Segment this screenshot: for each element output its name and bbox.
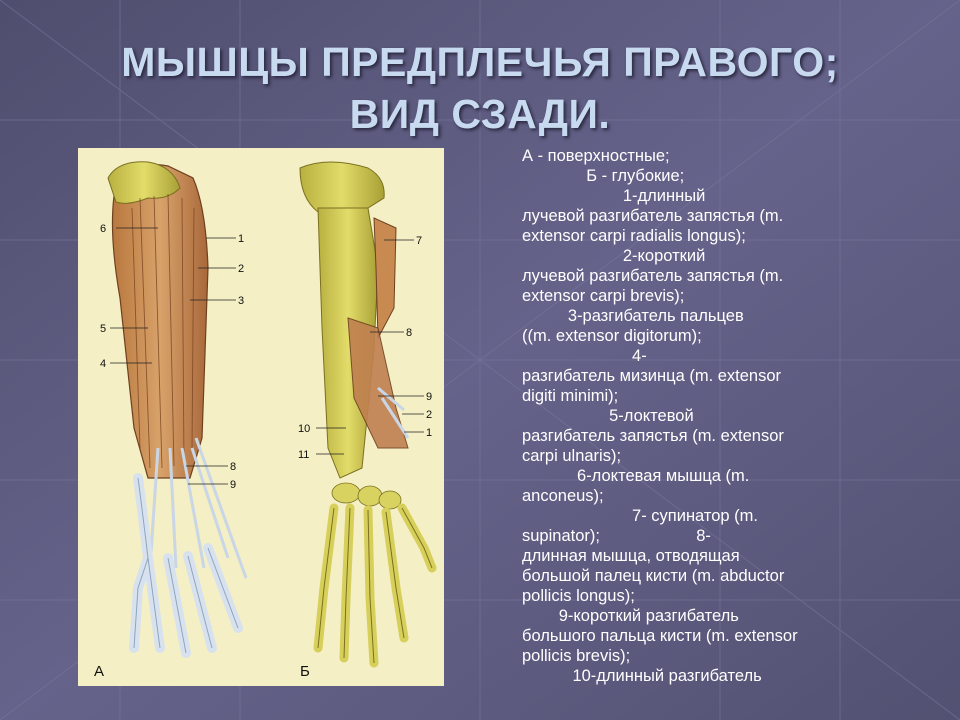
description-line: pollicis longus);: [522, 587, 635, 605]
description-line: разгибатель мизинца (m. extensor: [522, 367, 782, 385]
description-text: [522, 146, 922, 686]
panel-a-drawing: [94, 162, 246, 680]
description-line: 9-короткий разгибатель: [522, 607, 739, 625]
description-line: разгибатель запястья (m. extensor: [522, 427, 784, 445]
description-line: anconeus);: [522, 487, 604, 505]
description-line: 1-длинный: [522, 187, 706, 205]
label-a-8: 8: [230, 461, 237, 473]
label-a-4: 4: [100, 358, 107, 370]
description-line: большого пальца кисти (m. extensor: [522, 627, 798, 645]
label-a-5: 5: [100, 323, 107, 335]
description-line: ((m. extensor digitorum);: [522, 327, 702, 345]
label-b-1: 1: [426, 427, 433, 439]
label-a-6: 6: [100, 223, 107, 235]
label-b-11: 11: [298, 449, 310, 461]
label-b-2: 2: [426, 409, 433, 421]
description-line: лучевой разгибатель запястья (m.: [522, 207, 784, 225]
label-a-1: 1: [238, 233, 245, 245]
description-line: 5-локтевой: [522, 407, 694, 425]
description-line: длинная мышца, отводящая: [522, 547, 740, 565]
panel-b-drawing: [298, 162, 432, 680]
description-line: лучевой разгибатель запястья (m.: [522, 267, 784, 285]
slide-title: [0, 36, 960, 140]
description-line: pollicis brevis);: [522, 647, 631, 665]
description-line: 4-: [522, 347, 647, 365]
description-line: Б - глубокие;: [522, 167, 685, 185]
label-b-7: 7: [416, 235, 423, 247]
description-line: 6-локтевая мышца (m.: [522, 467, 750, 485]
description-line: 7- супинатор (m.: [522, 507, 758, 525]
label-b-8: 8: [406, 327, 413, 339]
description-line: 3-разгибатель пальцев: [522, 307, 744, 325]
description-line: большой палец кисти (m. abductor: [522, 567, 785, 585]
description-line: А - поверхностные;: [522, 147, 670, 165]
anatomy-illustration: [78, 148, 444, 686]
description-line: 2-короткий: [522, 247, 706, 265]
title-line-1: МЫШЦЫ ПРЕДПЛЕЧЬЯ ПРАВОГО;: [121, 39, 839, 85]
description-line: digiti minimi);: [522, 387, 619, 405]
description-line: carpi ulnaris);: [522, 447, 622, 465]
label-b-9: 9: [426, 391, 433, 403]
description-line: supinator); 8-: [522, 527, 711, 545]
label-a-3: 3: [238, 295, 245, 307]
label-b-10: 10: [298, 423, 311, 435]
label-a-9: 9: [230, 479, 237, 491]
panel-a-letter: А: [94, 663, 105, 680]
panel-b-letter: Б: [300, 663, 310, 680]
title-line-2: ВИД СЗАДИ.: [349, 91, 611, 137]
description-line: 10-длинный разгибатель: [522, 667, 762, 685]
label-a-2: 2: [238, 263, 245, 275]
description-line: extensor carpi radialis longus);: [522, 227, 746, 245]
description-line: extensor carpi brevis);: [522, 287, 685, 305]
